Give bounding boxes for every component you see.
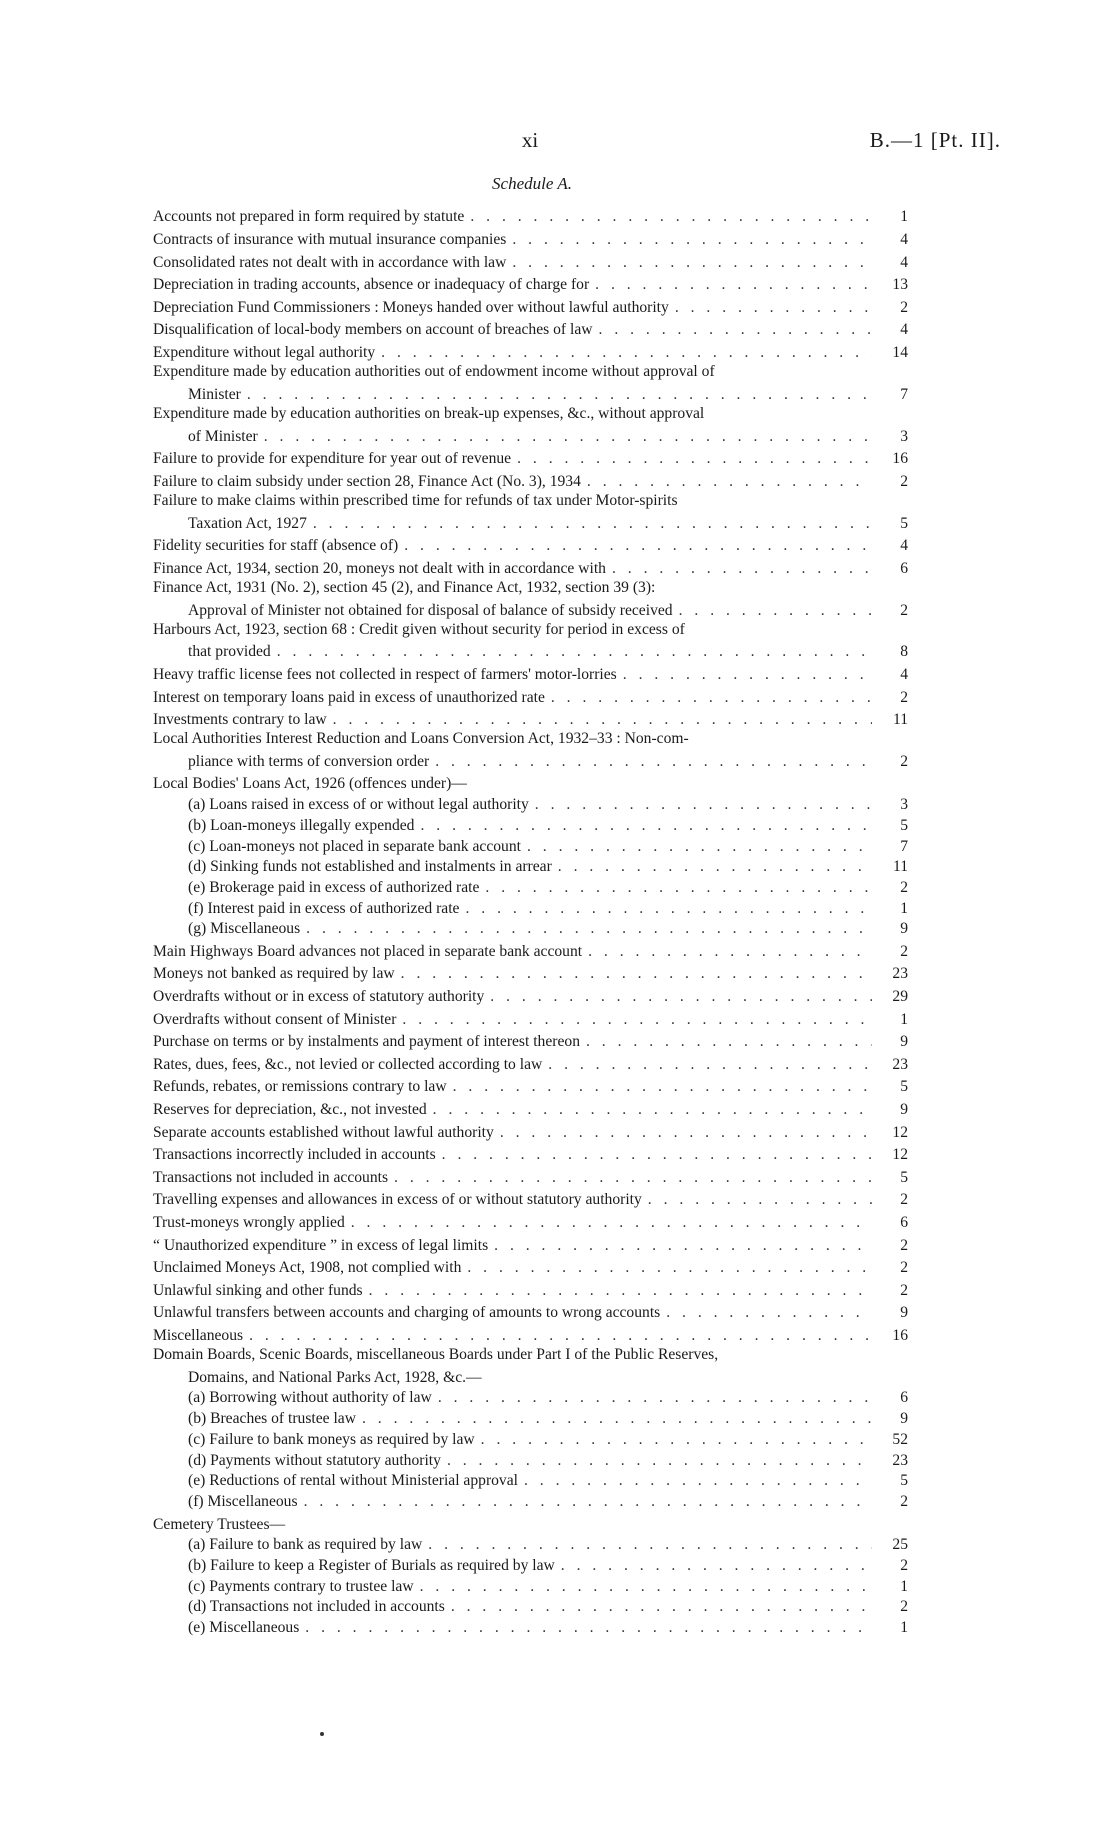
dot-leader xyxy=(485,878,872,897)
entry-count: 16 xyxy=(892,1326,908,1344)
entry-count: 11 xyxy=(892,858,908,876)
dot-leader xyxy=(500,1123,872,1142)
entry-text: “ Unauthorized expenditure ” in excess of legal limits xyxy=(153,1236,489,1254)
dot-leader xyxy=(666,1303,872,1322)
entry-text: (d) Payments without statutory authority xyxy=(188,1451,441,1469)
entry-text: (e) Brokerage paid in excess of authorized rate xyxy=(188,878,480,896)
entry-text: (b) Loan-moneys illegally expended xyxy=(188,816,415,834)
dot-leader xyxy=(494,1236,872,1255)
entry-count: 25 xyxy=(892,1536,908,1554)
index-heading xyxy=(153,1511,908,1534)
dot-leader xyxy=(442,1145,872,1164)
entry-text: Trust-moneys wrongly applied xyxy=(153,1214,345,1232)
index-entry-continuation xyxy=(153,749,908,772)
entry-count: 52 xyxy=(892,1430,908,1448)
entry-count: 9 xyxy=(900,1410,908,1428)
dot-leader xyxy=(551,688,872,707)
entry-count: 2 xyxy=(900,1556,908,1574)
entry-text: Taxation Act, 1927 xyxy=(188,514,307,532)
dot-leader xyxy=(433,1100,872,1119)
dot-leader xyxy=(351,1213,872,1232)
dot-leader xyxy=(548,1055,872,1074)
index-entry-continuation xyxy=(153,510,908,533)
dot-leader xyxy=(404,536,872,555)
entry-count: 6 xyxy=(900,1389,908,1407)
entry-count: 13 xyxy=(892,276,908,294)
entry-count: 2 xyxy=(900,1492,908,1510)
entry-count: 11 xyxy=(892,711,908,729)
index-entry xyxy=(153,1164,908,1187)
entry-count: 1 xyxy=(900,899,908,917)
entry-count: 1 xyxy=(900,1618,908,1636)
dot-leader xyxy=(435,752,872,771)
index-entry xyxy=(153,1277,908,1300)
entry-count: 5 xyxy=(900,1472,908,1490)
entry-count: 9 xyxy=(900,1304,908,1322)
entry-count: 7 xyxy=(900,385,908,403)
entry-text: Transactions incorrectly included in accounts xyxy=(153,1146,436,1164)
dot-leader xyxy=(369,1281,872,1300)
index-entry xyxy=(153,1119,908,1142)
entry-text: Refunds, rebates, or remissions contrary to law xyxy=(153,1078,447,1096)
index-sub-entry xyxy=(153,1554,908,1575)
entry-count: 1 xyxy=(900,1010,908,1028)
entry-count: 4 xyxy=(900,321,908,339)
dot-leader xyxy=(401,964,872,983)
entry-text: (g) Miscellaneous xyxy=(188,920,301,938)
schedule-index-list xyxy=(153,204,908,1637)
entry-count: 6 xyxy=(900,1214,908,1232)
index-sub-entry xyxy=(153,1534,908,1555)
entry-count: 5 xyxy=(900,514,908,532)
index-entry-continuation xyxy=(153,381,908,404)
dot-leader xyxy=(612,559,872,578)
index-entry xyxy=(153,1323,908,1346)
index-entry xyxy=(153,939,908,962)
entry-text: (f) Interest paid in excess of authorized rate xyxy=(188,899,460,917)
entry-count: 9 xyxy=(900,1033,908,1051)
entry-text: pliance with terms of conversion order xyxy=(188,752,430,770)
schedule-title: Schedule A. xyxy=(492,174,572,193)
index-entry xyxy=(153,1255,908,1278)
dot-leader xyxy=(313,514,872,533)
entry-text: of Minister xyxy=(188,427,258,445)
entry-count: 2 xyxy=(900,298,908,316)
entry-text: Finance Act, 1931 (No. 2), section 45 (2), and Finance Act, 1932, section 39 (3): xyxy=(153,578,656,596)
entry-count: 6 xyxy=(900,559,908,577)
entry-count: 2 xyxy=(900,942,908,960)
entry-text: (c) Payments contrary to trustee law xyxy=(188,1577,414,1595)
index-entry xyxy=(153,1051,908,1074)
entry-count: 2 xyxy=(900,472,908,490)
entry-text: Travelling expenses and allowances in excess of or without statutory authority xyxy=(153,1191,642,1209)
entry-text: Fidelity securities for staff (absence of) xyxy=(153,537,399,555)
index-entry xyxy=(153,404,908,423)
entry-count: 4 xyxy=(900,230,908,248)
entry-text: Failure to provide for expenditure for year out of revenue xyxy=(153,450,512,468)
index-sub-entry xyxy=(153,876,908,897)
entry-text: Unclaimed Moneys Act, 1908, not complied with xyxy=(153,1259,462,1277)
index-entry xyxy=(153,1006,908,1029)
entry-count: 2 xyxy=(900,1281,908,1299)
index-entry xyxy=(153,1210,908,1233)
dot-leader xyxy=(648,1190,872,1209)
entry-text: (a) Loans raised in excess of or without legal authority xyxy=(188,796,529,814)
index-entry xyxy=(153,204,908,227)
dot-leader xyxy=(362,1409,872,1428)
index-sub-entry xyxy=(153,1616,908,1637)
dot-leader xyxy=(467,1258,872,1277)
entry-count: 1 xyxy=(900,1577,908,1595)
entry-text: Contracts of insurance with mutual insurance companies xyxy=(153,230,507,248)
entry-text: Local Authorities Interest Reduction and Loans Conversion Act, 1932–33 : Non-com- xyxy=(153,730,689,748)
index-sub-entry xyxy=(153,835,908,856)
entry-text: Expenditure made by education authorities out of endowment income without approval of xyxy=(153,363,715,381)
entry-text: Expenditure without legal authority xyxy=(153,343,376,361)
index-sub-entry xyxy=(153,1428,908,1449)
entry-text: (a) Failure to bank as required by law xyxy=(188,1536,423,1554)
entry-text: Moneys not banked as required by law xyxy=(153,965,395,983)
index-entry xyxy=(153,1097,908,1120)
entry-text: Failure to claim subsidy under section 28, Finance Act (No. 3), 1934 xyxy=(153,472,581,490)
index-entry-continuation xyxy=(153,639,908,662)
index-entry xyxy=(153,1074,908,1097)
entry-text: Unlawful transfers between accounts and charging of amounts to wrong accounts xyxy=(153,1304,661,1322)
dot-leader xyxy=(623,665,872,684)
index-entry xyxy=(153,340,908,363)
entry-text: Rates, dues, fees, &c., not levied or collected according to law xyxy=(153,1055,543,1073)
index-sub-entry xyxy=(153,794,908,815)
dot-leader xyxy=(512,253,872,272)
index-entry xyxy=(153,1142,908,1165)
dot-leader xyxy=(304,1492,872,1511)
index-sub-entry xyxy=(153,856,908,877)
entry-text: (b) Failure to keep a Register of Burials as required by law xyxy=(188,1556,555,1574)
entry-count: 2 xyxy=(900,1259,908,1277)
entry-text: Transactions not included in accounts xyxy=(153,1168,389,1186)
dot-leader xyxy=(558,857,872,876)
dot-leader xyxy=(333,710,872,729)
entry-count: 4 xyxy=(900,253,908,271)
entry-count: 9 xyxy=(900,1101,908,1119)
dot-leader xyxy=(402,1010,872,1029)
entry-text: Purchase on terms or by instalments and payment of interest thereon xyxy=(153,1033,580,1051)
entry-count: 2 xyxy=(900,1191,908,1209)
index-entry-continuation xyxy=(153,1364,908,1387)
index-entry xyxy=(153,1029,908,1052)
index-sub-entry xyxy=(153,918,908,939)
entry-text: Cemetery Trustees— xyxy=(153,1515,286,1533)
dot-leader xyxy=(527,837,872,856)
entry-text: (f) Miscellaneous xyxy=(188,1492,298,1510)
entry-text: Unlawful sinking and other funds xyxy=(153,1281,363,1299)
index-sub-entry xyxy=(153,1490,908,1511)
entry-text: Finance Act, 1934, section 20, moneys not dealt with in accordance with xyxy=(153,559,606,577)
entry-text: Interest on temporary loans paid in excess of unauthorized rate xyxy=(153,688,545,706)
entry-count: 1 xyxy=(900,208,908,226)
entry-count: 2 xyxy=(900,878,908,896)
dot-leader xyxy=(512,230,872,249)
index-sub-entry xyxy=(153,1408,908,1429)
index-sub-entry xyxy=(153,1449,908,1470)
entry-text: Depreciation Fund Commissioners : Moneys handed over without lawful authority xyxy=(153,298,669,316)
entry-text: Minister xyxy=(188,385,241,403)
entry-text: Accounts not prepared in form required by statute xyxy=(153,208,465,226)
dot-leader xyxy=(535,795,872,814)
entry-count: 2 xyxy=(900,601,908,619)
dot-leader xyxy=(447,1451,872,1470)
entry-text: Miscellaneous xyxy=(153,1326,244,1344)
index-entry xyxy=(153,555,908,578)
entry-count: 7 xyxy=(900,837,908,855)
index-entry xyxy=(153,249,908,272)
dot-leader xyxy=(277,642,872,661)
index-entry-continuation xyxy=(153,597,908,620)
index-entry xyxy=(153,491,908,510)
entry-count: 5 xyxy=(900,816,908,834)
dot-leader xyxy=(588,942,872,961)
entry-count: 12 xyxy=(892,1123,908,1141)
index-entry xyxy=(153,684,908,707)
entry-count: 29 xyxy=(892,988,908,1006)
index-entry xyxy=(153,446,908,469)
index-entry xyxy=(153,533,908,556)
entry-count: 2 xyxy=(900,752,908,770)
entry-count: 16 xyxy=(892,450,908,468)
index-entry xyxy=(153,362,908,381)
entry-count: 14 xyxy=(892,343,908,361)
entry-text: Approval of Minister not obtained for disposal of balance of subsidy received xyxy=(188,601,673,619)
index-sub-entry xyxy=(153,1387,908,1408)
entry-count: 2 xyxy=(900,1236,908,1254)
dot-leader xyxy=(428,1535,872,1554)
entry-count: 3 xyxy=(900,427,908,445)
entry-text: (d) Sinking funds not established and instalments in arrear xyxy=(188,858,552,876)
entry-count: 5 xyxy=(900,1168,908,1186)
entry-count: 2 xyxy=(900,1598,908,1616)
dot-leader xyxy=(481,1430,872,1449)
entry-text: Main Highways Board advances not placed in separate bank account xyxy=(153,942,583,960)
entry-count: 23 xyxy=(892,1055,908,1073)
index-sub-entry xyxy=(153,1575,908,1596)
dot-leader xyxy=(561,1556,872,1575)
index-entry xyxy=(153,961,908,984)
index-entry xyxy=(153,984,908,1007)
entry-text: Consolidated rates not dealt with in accordance with law xyxy=(153,253,507,271)
index-entry xyxy=(153,1345,908,1364)
index-sub-entry xyxy=(153,1470,908,1491)
dot-leader xyxy=(438,1388,872,1407)
entry-count: 23 xyxy=(892,965,908,983)
stray-mark xyxy=(320,1732,324,1736)
index-entry xyxy=(153,1232,908,1255)
entry-text: Investments contrary to law xyxy=(153,711,327,729)
index-entry xyxy=(153,662,908,685)
entry-text: Expenditure made by education authorities on break-up expenses, &c., without approval xyxy=(153,404,705,422)
dot-leader xyxy=(451,1597,872,1616)
entry-text: Overdrafts without or in excess of statutory authority xyxy=(153,988,485,1006)
page-number: xi xyxy=(521,128,539,152)
dot-leader xyxy=(249,1326,872,1345)
dot-leader xyxy=(305,1618,872,1637)
dot-leader xyxy=(470,207,872,226)
entry-text: (c) Failure to bank moneys as required by law xyxy=(188,1430,475,1448)
index-entry xyxy=(153,1300,908,1323)
entry-text: Domain Boards, Scenic Boards, miscellaneous Boards under Part I of the Public Reserves, xyxy=(153,1346,719,1364)
dot-leader xyxy=(453,1077,872,1096)
entry-text: Separate accounts established without lawful authority xyxy=(153,1123,494,1141)
entry-count: 23 xyxy=(892,1451,908,1469)
entry-text: Disqualification of local-body members on account of breaches of law xyxy=(153,321,593,339)
document-reference: B.—1 [Pt. II]. xyxy=(869,128,1001,152)
entry-count: 3 xyxy=(900,796,908,814)
entry-count: 8 xyxy=(900,643,908,661)
dot-leader xyxy=(595,275,872,294)
index-sub-entry xyxy=(153,897,908,918)
entry-count: 5 xyxy=(900,1078,908,1096)
index-entry xyxy=(153,578,908,597)
entry-text: (d) Transactions not included in accounts xyxy=(188,1598,445,1616)
entry-text: Depreciation in trading accounts, absence or inadequacy of charge for xyxy=(153,276,590,294)
index-entry xyxy=(153,620,908,639)
index-entry xyxy=(153,294,908,317)
entry-text: (e) Reductions of rental without Ministerial approval xyxy=(188,1472,518,1490)
entry-count: 4 xyxy=(900,537,908,555)
index-entry xyxy=(153,317,908,340)
index-entry-continuation xyxy=(153,423,908,446)
entry-count: 12 xyxy=(892,1146,908,1164)
index-entry xyxy=(153,272,908,295)
index-entry xyxy=(153,1187,908,1210)
dot-leader xyxy=(675,298,872,317)
index-entry xyxy=(153,729,908,748)
dot-leader xyxy=(679,601,872,620)
dot-leader xyxy=(465,899,872,918)
entry-text: (a) Borrowing without authority of law xyxy=(188,1389,432,1407)
entry-text: Harbours Act, 1923, section 68 : Credit given without security for period in excess of xyxy=(153,620,685,638)
index-heading xyxy=(153,771,908,794)
index-entry xyxy=(153,227,908,250)
index-entry xyxy=(153,707,908,730)
dot-leader xyxy=(381,343,872,362)
dot-leader xyxy=(586,1032,872,1051)
dot-leader xyxy=(587,472,872,491)
dot-leader xyxy=(524,1471,872,1490)
entry-text: (e) Miscellaneous xyxy=(188,1618,300,1636)
entry-count: 9 xyxy=(900,920,908,938)
entry-text: that provided xyxy=(188,643,271,661)
dot-leader xyxy=(264,427,872,446)
entry-text: Domains, and National Parks Act, 1928, &c.— xyxy=(188,1368,482,1386)
dot-leader xyxy=(394,1168,872,1187)
dot-leader xyxy=(247,385,872,404)
entry-text: Heavy traffic license fees not collected in respect of farmers' motor-lorries xyxy=(153,665,617,683)
entry-text: (c) Loan-moneys not placed in separate bank account xyxy=(188,837,521,855)
dot-leader xyxy=(306,919,872,938)
entry-count: 4 xyxy=(900,665,908,683)
entry-count: 2 xyxy=(900,688,908,706)
entry-text: Failure to make claims within prescribed time for refunds of tax under Motor-spirits xyxy=(153,491,678,509)
entry-text: Reserves for depreciation, &c., not invested xyxy=(153,1101,427,1119)
dot-leader xyxy=(517,449,872,468)
dot-leader xyxy=(490,987,872,1006)
dot-leader xyxy=(420,816,872,835)
dot-leader xyxy=(420,1577,872,1596)
dot-leader xyxy=(599,320,872,339)
index-entry xyxy=(153,468,908,491)
index-sub-entry xyxy=(153,814,908,835)
entry-text: (b) Breaches of trustee law xyxy=(188,1410,356,1428)
entry-text: Overdrafts without consent of Minister xyxy=(153,1010,397,1028)
index-sub-entry xyxy=(153,1596,908,1617)
entry-text: Local Bodies' Loans Act, 1926 (offences under)— xyxy=(153,775,467,793)
